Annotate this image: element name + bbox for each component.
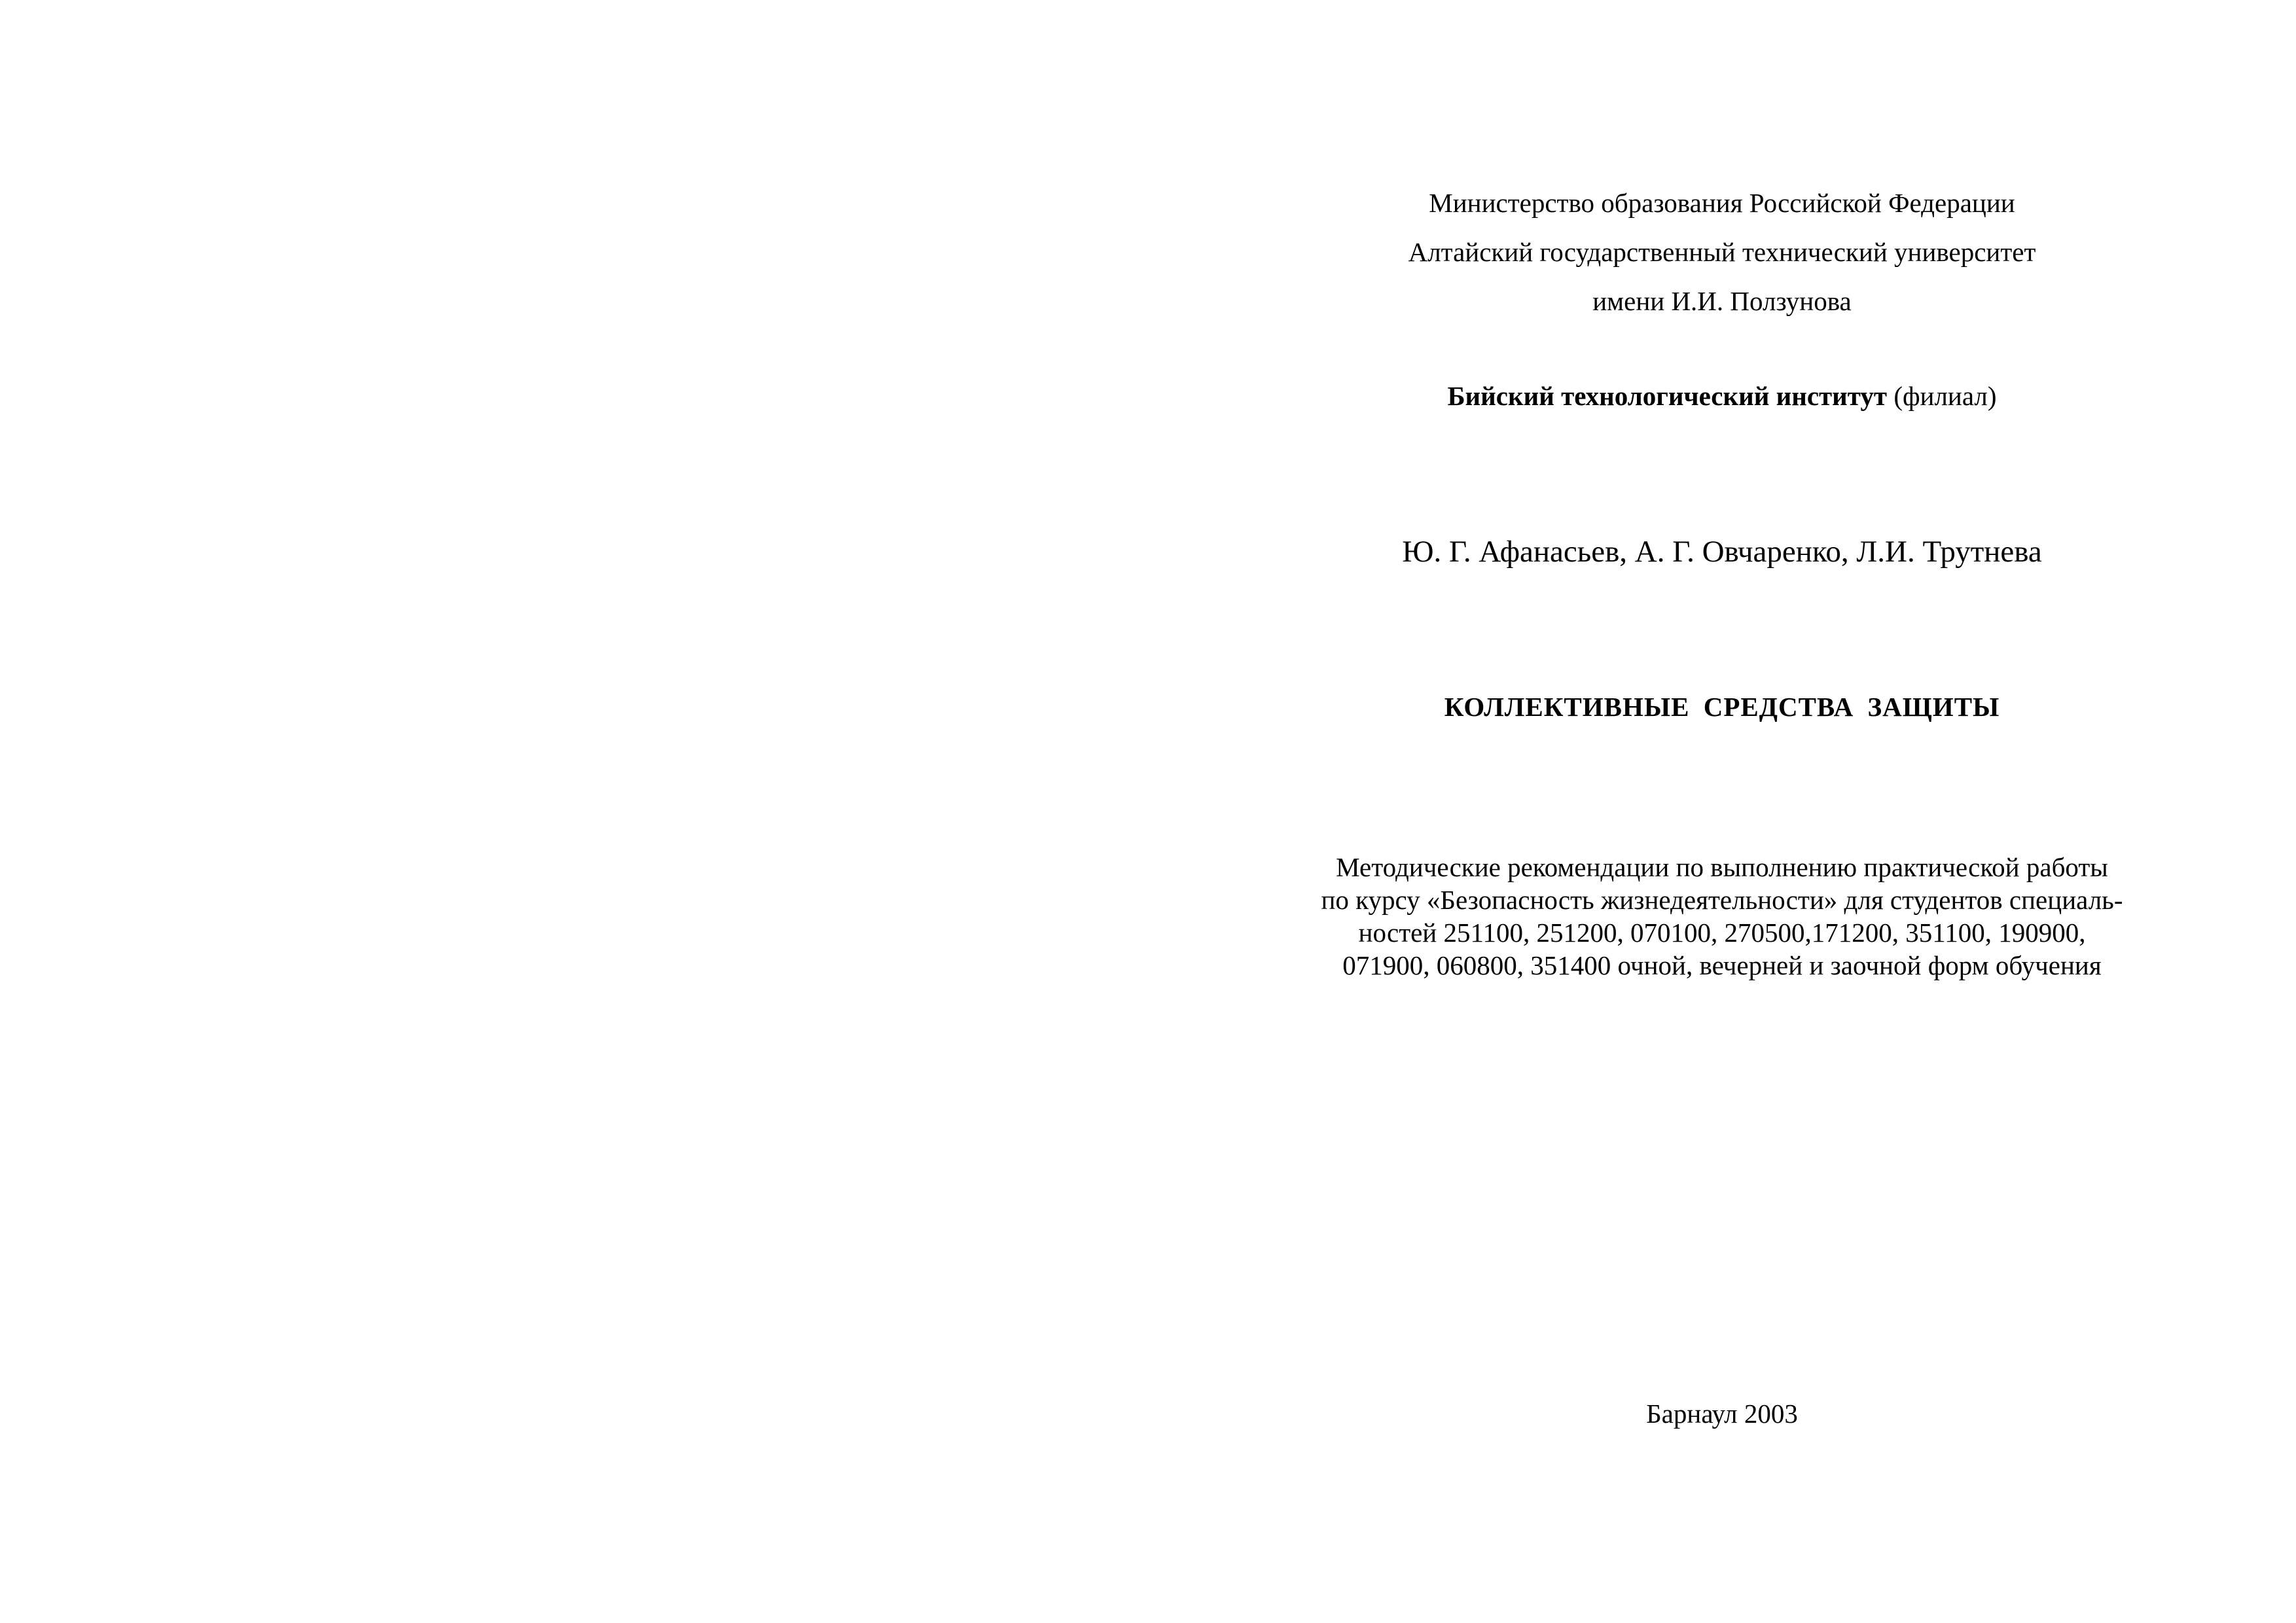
description-line-3: ностей 251100, 251200, 070100, 270500,171200, 351100, 190900,	[1358, 918, 2086, 948]
title-page	[1148, 0, 2296, 1623]
authors-line: Ю. Г. Афанасьев, А. Г. Овчаренко, Л.И. Трутнева	[1402, 535, 2042, 569]
place-year: Барнаул 2003	[1646, 1399, 1798, 1429]
university-line: Алтайский государственный технический университет	[1408, 237, 2036, 267]
description-line-4: 071900, 060800, 351400 очной, вечерней и заочной форм обучения	[1342, 950, 2102, 980]
description-line-1: Методические рекомендации по выполнению практической работы	[1336, 852, 2108, 882]
institute-name: Бийский технологический институт	[1447, 381, 1888, 411]
institute-line	[1148, 383, 2296, 410]
institute-suffix: (филиал)	[1887, 381, 1997, 411]
ministry-line: Министерство образования Российской Федерации	[1429, 188, 2015, 218]
document-title: КОЛЛЕКТИВНЫЕ СРЕДСТВА ЗАЩИТЫ	[1444, 692, 2000, 722]
description-line-2: по курсу «Безопасность жизнедеятельности» для студентов специаль-	[1321, 885, 2123, 915]
university-named-line: имени И.И. Ползунова	[1592, 286, 1852, 316]
